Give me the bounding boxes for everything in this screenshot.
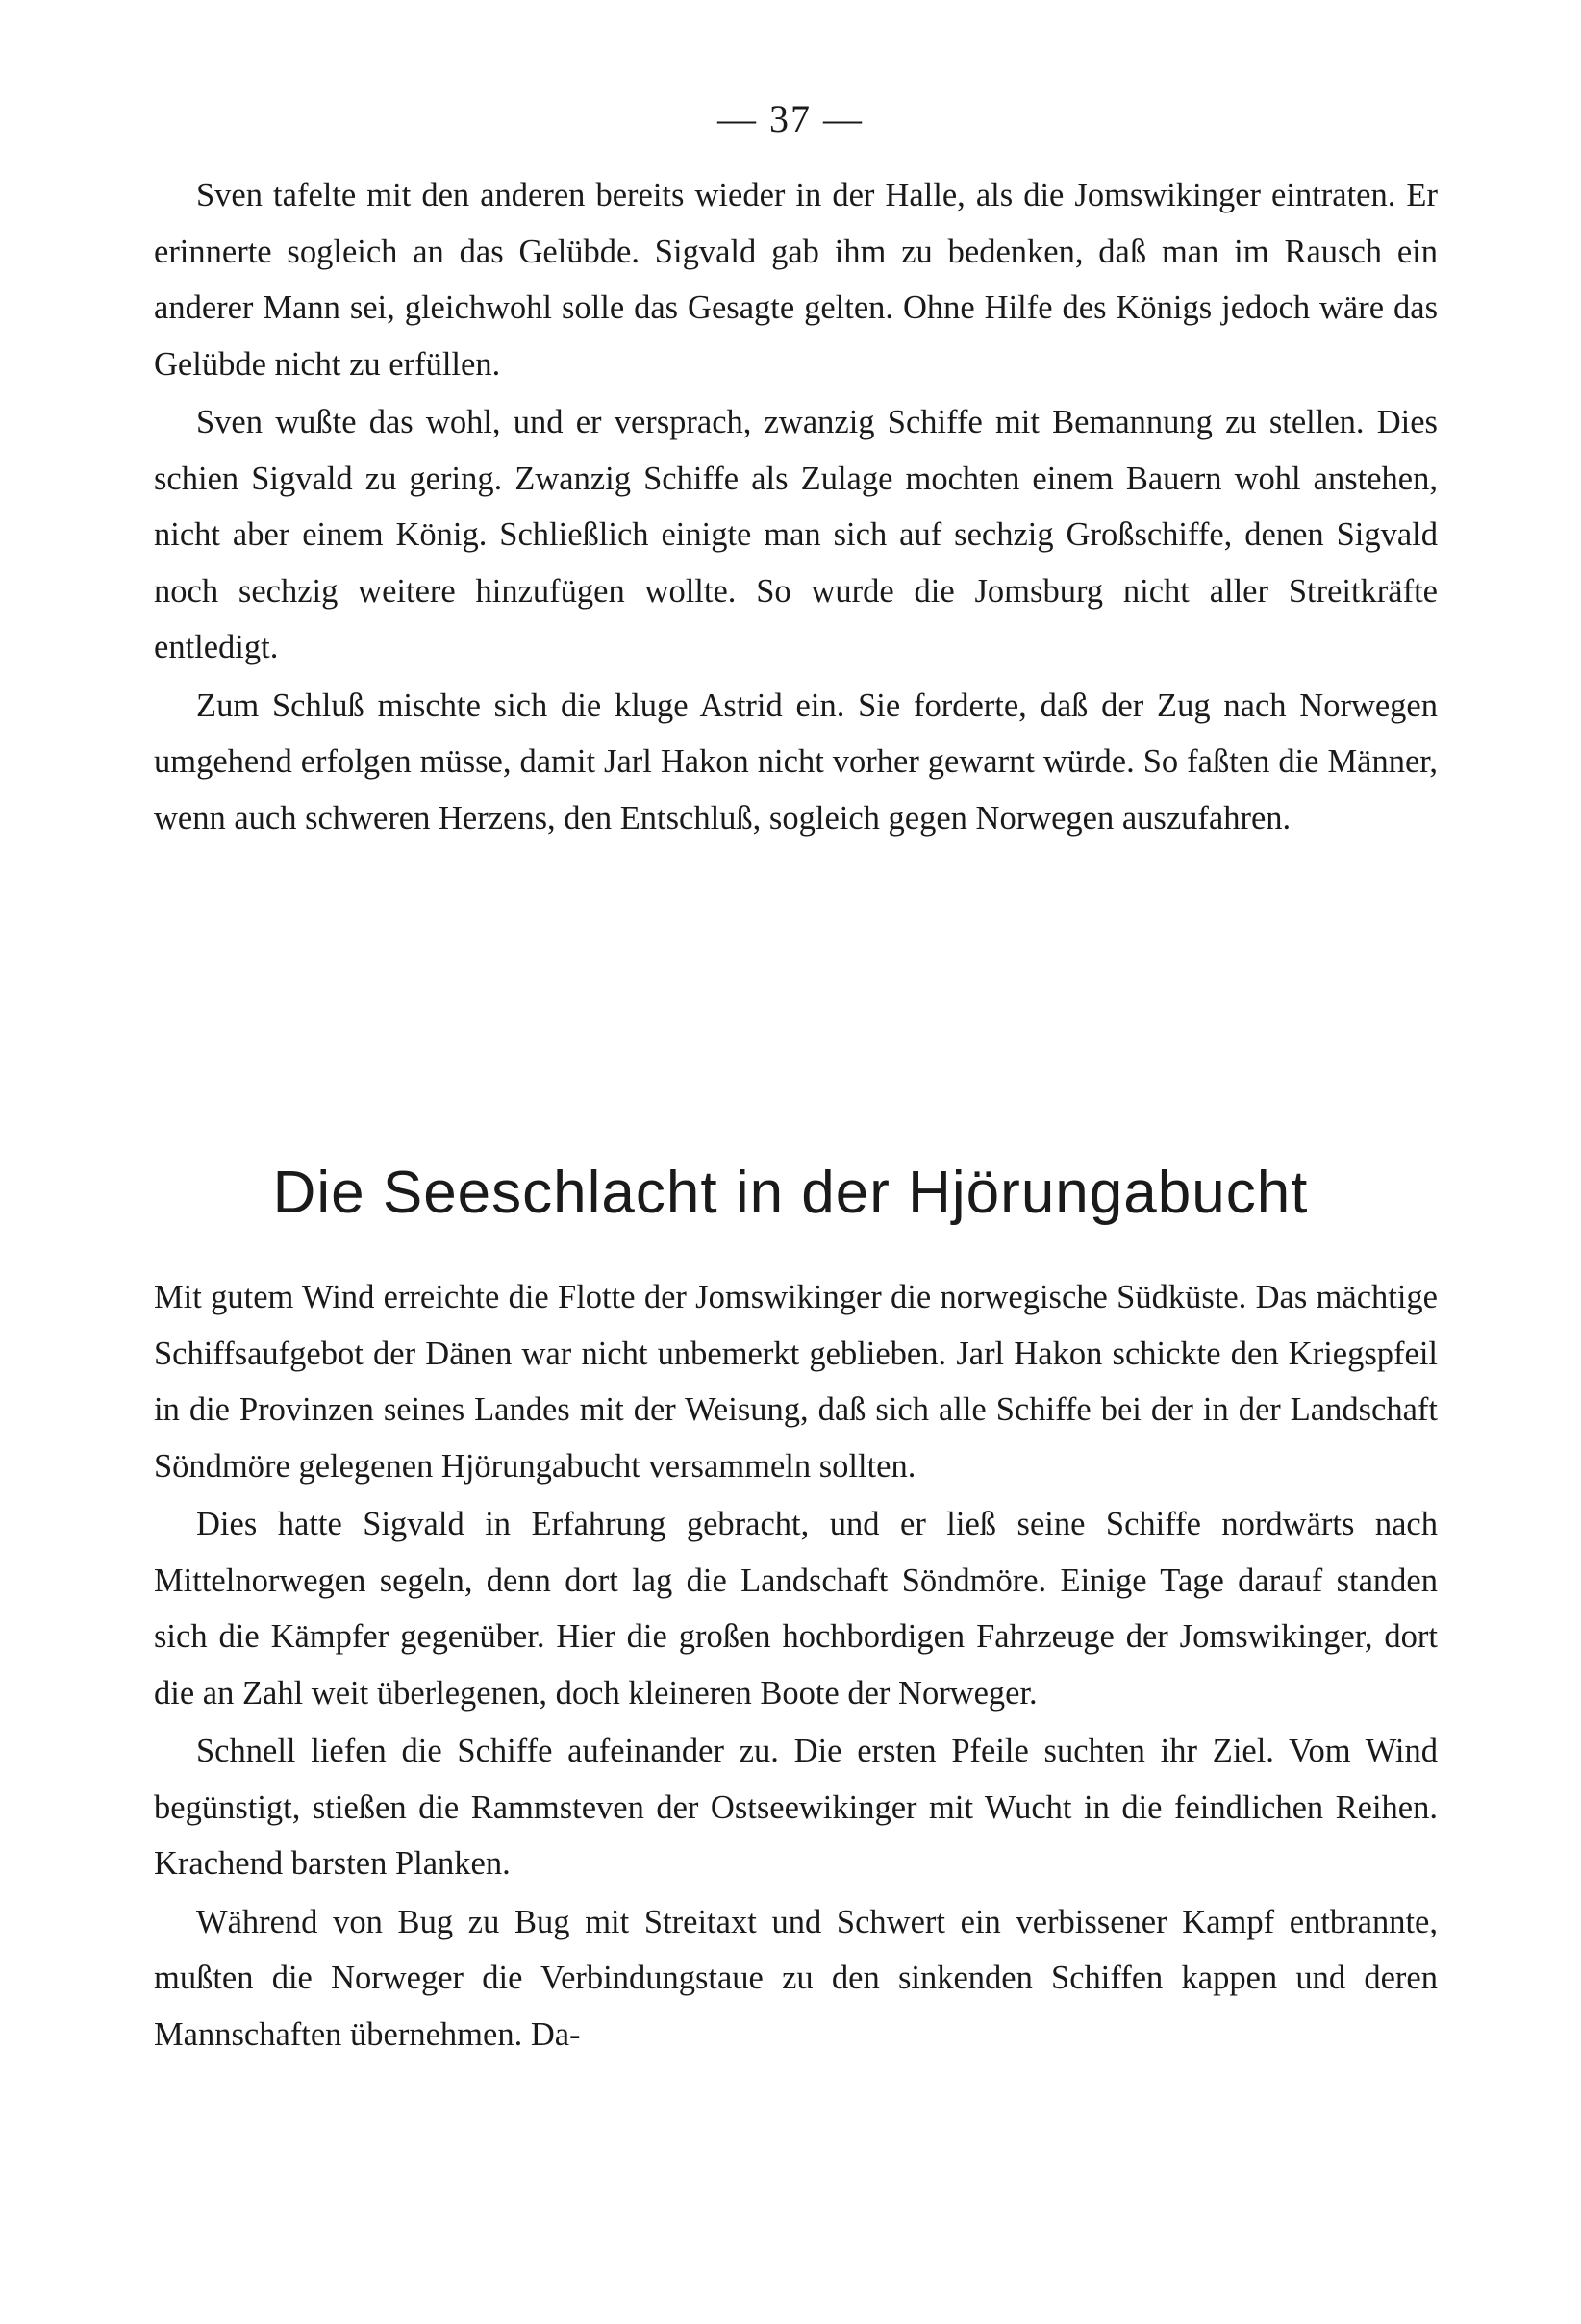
paragraph: Dies hatte Sigvald in Erfahrung gebracht, und er ließ seine Schiffe nordwärts nach Mittelnorwegen segeln, denn dort lag die Landschaft Söndmöre. Einige Tage darauf standen sich die Kämpfer gegenüber. Hier die großen hochbordigen Fahrzeuge der Jomswikinger, dort die an Zahl weit überlegenen, doch kleineren Boote der Norweger. [154, 1506, 1438, 1712]
paragraph: Schnell liefen die Schiffe aufeinander zu. Die ersten Pfeile suchten ihr Ziel. Vom Wind begünstigt, stießen die Rammsteven der Ostseewikinger mit Wucht in die feindlichen Reihen. Krachend barsten Planken. [154, 1733, 1438, 1882]
paragraph: Mit gutem Wind erreichte die Flotte der Jomswikinger die norwegische Südküste. Das mächtige Schiffsaufgebot der Dänen war nicht unbemerkt geblieben. Jarl Hakon schickte den Kriegspfeil in die Provinzen seines Landes mit der Weisung, daß sich alle Schiffe bei der in der Landschaft Söndmöre gelegenen Hjörungabucht versammeln sollten. [154, 1279, 1438, 1485]
page-number: — 37 — [717, 97, 864, 140]
paragraph: Zum Schluß mischte sich die kluge Astrid ein. Sie forderte, daß der Zug nach Norwegen umgehend erfolgen müsse, damit Jarl Hakon nicht vorher gewarnt würde. So faßten die Männer, wenn auch schweren Herzens, den Entschluß, sogleich gegen Norwegen auszufahren. [154, 687, 1438, 837]
paragraph: Sven tafelte mit den anderen bereits wieder in der Halle, als die Jomswikinger eintraten. Er erinnerte sogleich an das Gelübde. Sigvald gab ihm zu bedenken, daß man im Rausch ein anderer Mann sei, gleichwohl solle das Gesagte gelten. Ohne Hilfe des Königs jedoch wäre das Gelübde nicht zu erfüllen. [154, 177, 1438, 383]
paragraph: Sven wußte das wohl, und er versprach, zwanzig Schiffe mit Bemannung zu stellen. Dies schien Sigvald zu gering. Zwanzig Schiffe als Zulage mochten einem Bauern wohl anstehen, nicht aber einem König. Schließlich einigte man sich auf sechzig Großschiffe, denen Sigvald noch sechzig weitere hinzufügen wollte. So wurde die Jomsburg nicht aller Streitkräfte entledigt. [154, 404, 1438, 665]
section-one-text [154, 167, 1438, 848]
paragraph: Während von Bug zu Bug mit Streitaxt und Schwert ein verbissener Kampf entbrannte, mußten die Norweger die Verbindungstaue zu den sinkenden Schiffen kappen und deren Mannschaften übernehmen. Da- [154, 1903, 1438, 2053]
chapter-text [154, 1269, 1438, 2064]
chapter-title: Die Seeschlacht in der Hjörungabucht [272, 1160, 1309, 1226]
